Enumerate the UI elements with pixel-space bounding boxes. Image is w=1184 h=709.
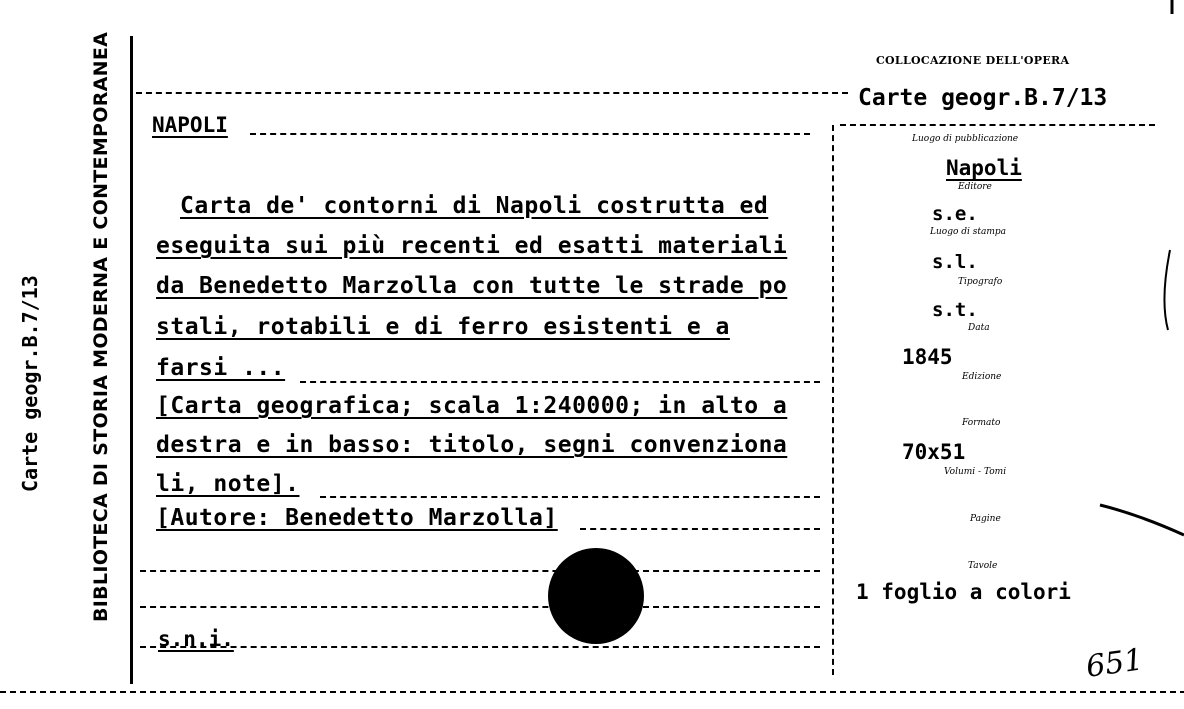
blank-rule-1 (140, 570, 820, 572)
value-format: 70x51 (902, 440, 966, 464)
collocation-call-number: Carte geogr.B.7/13 (858, 85, 1108, 111)
column-divider (832, 125, 834, 675)
body-line-5: farsi ... (156, 355, 286, 381)
body-line-5-rule (300, 381, 820, 383)
value-printer: s.t. (932, 299, 978, 321)
label-pages: Pagine (970, 514, 1001, 524)
punch-hole (548, 548, 644, 644)
value-plates: 1 foglio a colori (856, 580, 1071, 604)
main-heading: NAPOLI (152, 113, 228, 137)
body-line-4: stali, rotabili e di ferro esistenti e a (156, 314, 730, 340)
author-line: [Autore: Benedetto Marzolla] (156, 505, 558, 531)
label-plates: Tavole (968, 561, 998, 571)
body-line-8-rule (320, 496, 820, 498)
collocation-header: COLLOCAZIONE DELL'OPERA (876, 54, 1070, 67)
blank-rule-3 (140, 646, 820, 648)
heading-rule (250, 133, 810, 135)
value-date: 1845 (902, 345, 953, 369)
side-call-number: Carte geogr.B.7/13 (18, 275, 42, 492)
value-editor: s.e. (932, 203, 978, 225)
blank-rule-2 (140, 606, 820, 608)
library-name: BIBLIOTECA DI STORIA MODERNA E CONTEMPORANEA (90, 31, 112, 622)
top-rule (136, 92, 848, 94)
label-place-print: Luogo di stampa (930, 227, 1006, 237)
collocation-rule (840, 124, 1155, 126)
left-border-line (130, 36, 133, 684)
label-volumes: Volumi - Tomi (944, 467, 1007, 477)
value-place-pub: Napoli (946, 156, 1022, 180)
label-printer: Tipografo (958, 277, 1003, 287)
label-place-pub: Luogo di pubblicazione (912, 134, 1019, 144)
label-edition: Edizione (962, 372, 1002, 382)
value-place-print: s.l. (932, 251, 978, 273)
body-line-3: da Benedetto Marzolla con tutte le strade po (156, 273, 788, 299)
body-line-2: eseguita sui più recenti ed esatti materiali (156, 233, 788, 259)
label-format: Formato (962, 418, 1001, 428)
body-line-8: li, note]. (156, 471, 300, 497)
label-editor: Editore (958, 182, 992, 192)
label-date: Data (968, 323, 990, 333)
author-rule (580, 528, 820, 530)
body-line-7: destra e in basso: titolo, segni convenziona (156, 432, 788, 458)
body-line-1: Carta de' contorni di Napoli costrutta ed (180, 193, 769, 219)
body-line-6: [Carta geografica; scala 1:240000; in alto a (156, 393, 788, 419)
handwritten-number: 651 (1083, 642, 1146, 685)
footer-note: s.n.i. (158, 627, 234, 651)
